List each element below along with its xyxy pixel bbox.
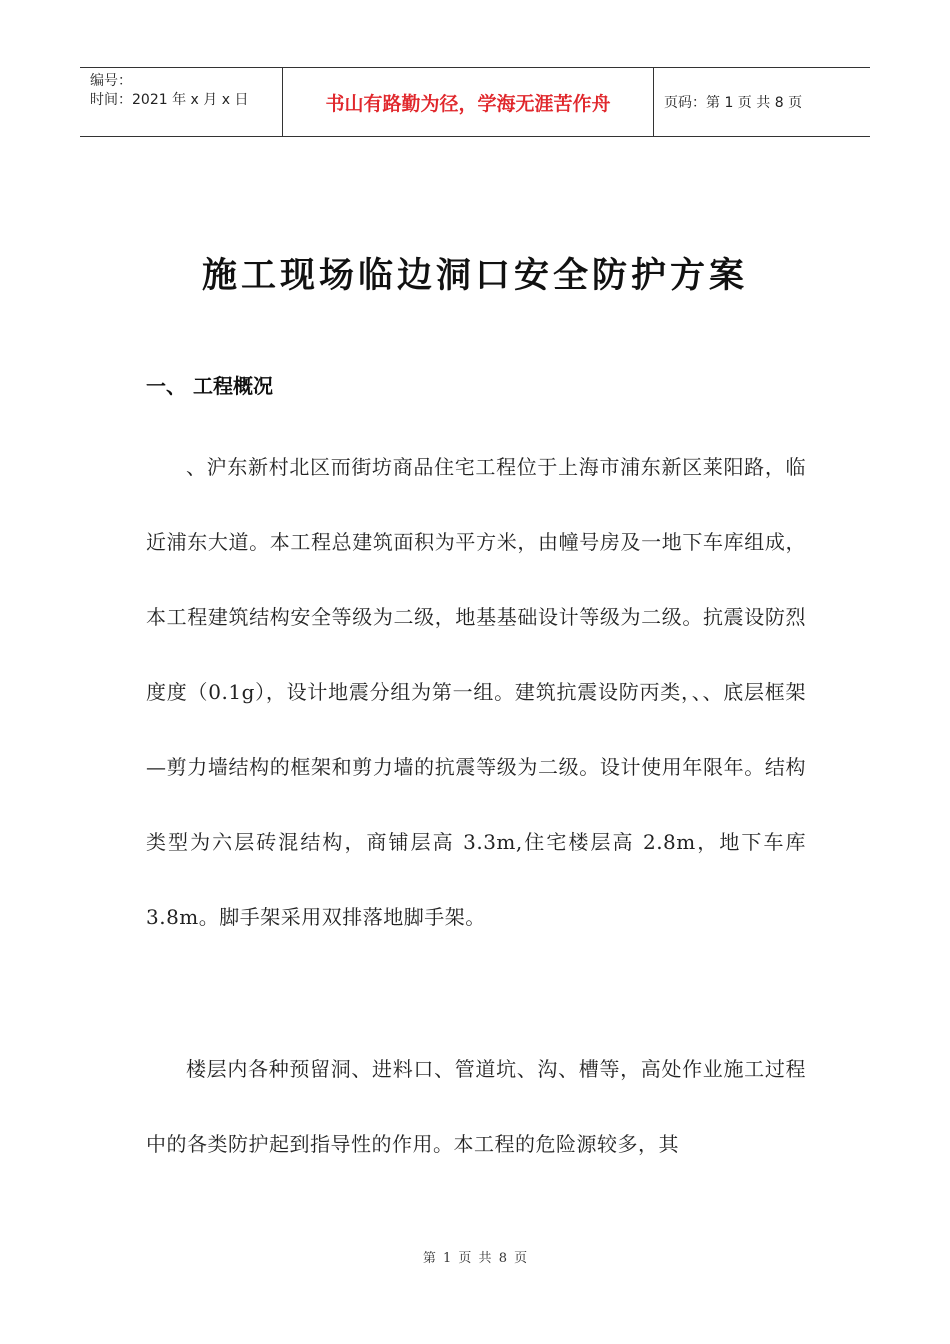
body-paragraph: 楼层内各种预留洞、进料口、管道坑、沟、槽等，高处作业施工过程中的各类防护起到指导性的作用。本工程的危险源较多，其 xyxy=(146,1057,806,1156)
document-title: 施工现场临边洞口安全防护方案 xyxy=(201,255,748,296)
header-meta xyxy=(80,68,282,136)
date-label: 时间：2021 年 x 月 x 日 xyxy=(90,92,249,108)
page-footer: 第 1 页 共 8 页 xyxy=(422,1251,528,1266)
header-motto: 书山有路勤为径，学海无涯苦作舟 xyxy=(282,68,654,136)
page-header xyxy=(80,67,870,137)
body-paragraph: 、沪东新村北区而街坊商品住宅工程位于上海市浦东新区莱阳路，临近浦东大道。本工程总建筑面积为平方米，由幢号房及一地下车库组成，本工程建筑结构安全等级为二级，地基基础设计等级为二级。抗震设防烈度度（0.1g），设计地震分组为第一组。建筑抗震设防丙类，、、底层框架—剪力墙结构的框架和剪力墙的抗震等级为二级。设计使用年限年。结构类型为六层砖混结构，商铺层高 3.3m,住宅楼层高 2.8m，地下车库 3.8m。脚手架采用双排落地脚手架。 xyxy=(146,455,806,929)
section-heading: 一、 工程概况 xyxy=(146,374,273,398)
serial-number-label: 编号： xyxy=(90,73,132,89)
header-page-info: 页码：第 1 页 共 8 页 xyxy=(664,95,803,111)
